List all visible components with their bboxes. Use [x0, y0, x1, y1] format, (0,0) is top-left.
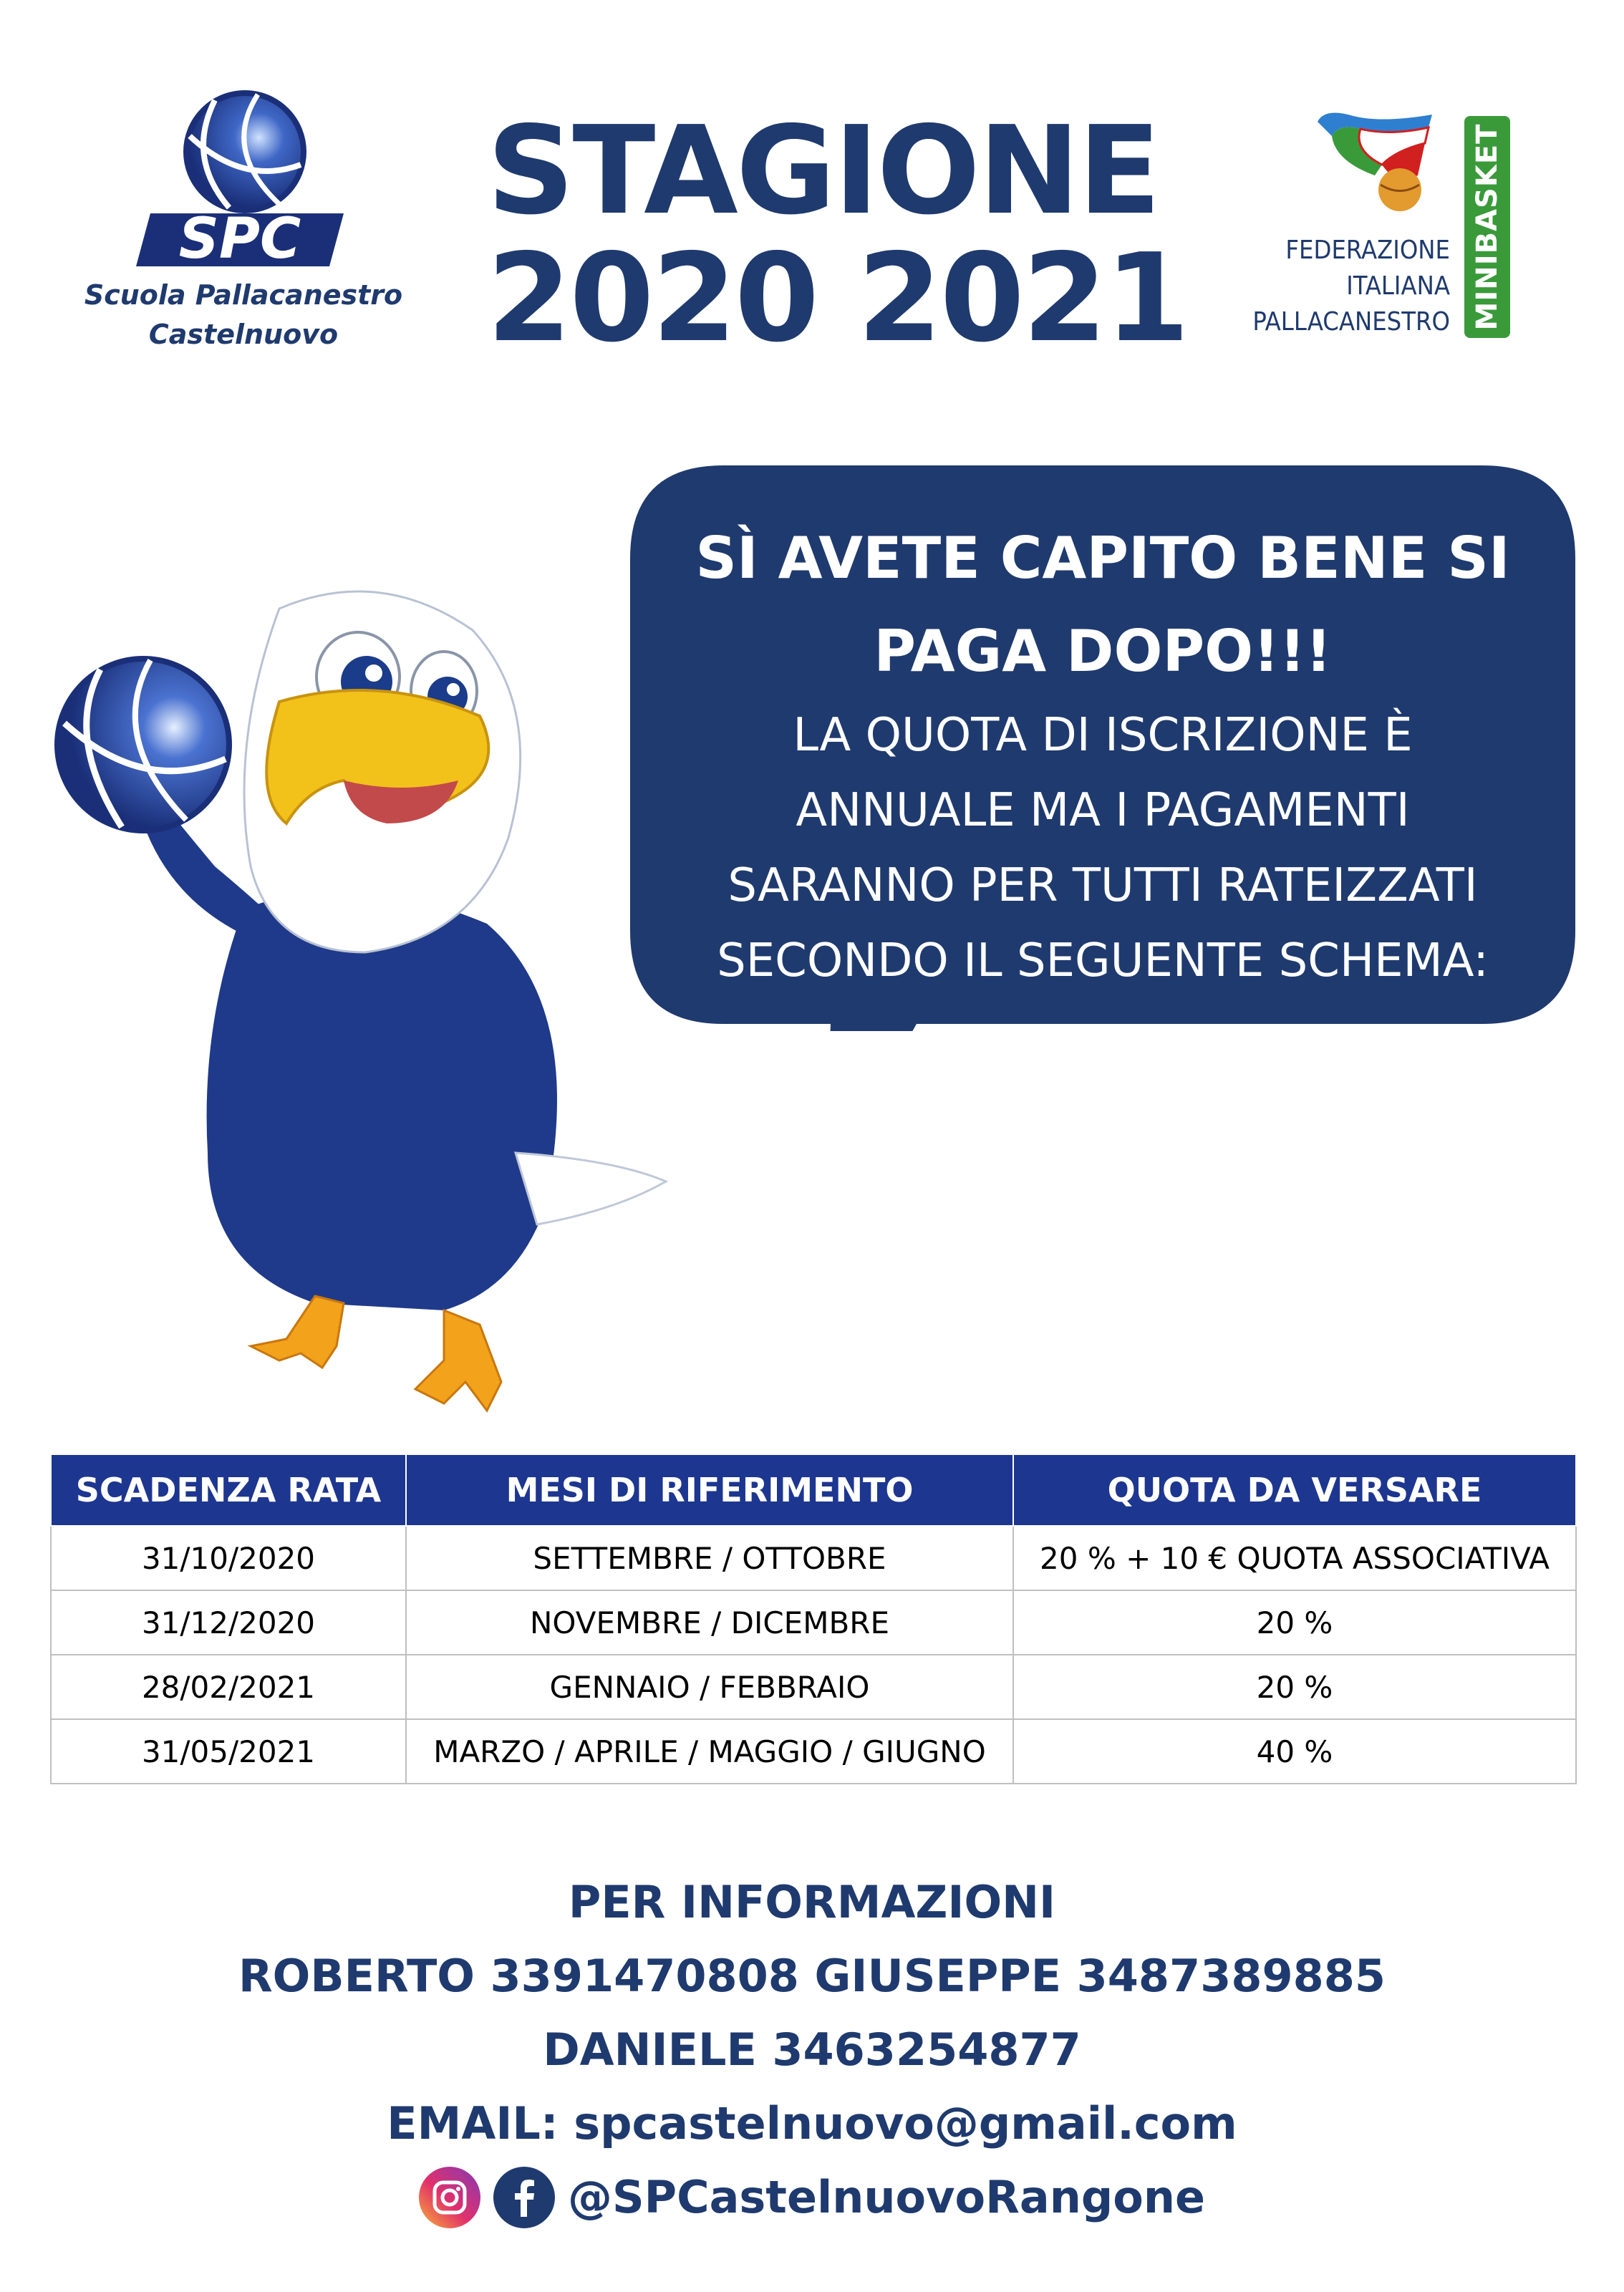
page-title: [487, 100, 1188, 369]
payment-schedule-table: [50, 1454, 1577, 1784]
cell-scadenza: 31/12/2020: [51, 1590, 406, 1655]
cell-mesi: MARZO / APRILE / MAGGIO / GIUGNO: [406, 1719, 1013, 1784]
facebook-icon[interactable]: [493, 2167, 555, 2228]
fip-text-line3: PALLACANESTRO: [1252, 307, 1450, 337]
header-quota: QUOTA DA VERSARE: [1013, 1454, 1576, 1526]
basketball-logo-icon: [43, 86, 444, 279]
speech-bubble: [630, 465, 1575, 1031]
header-mesi: MESI DI RIFERIMENTO: [406, 1454, 1013, 1526]
bubble-body-line4: SECONDO IL SEGUENTE SCHEMA:: [717, 934, 1489, 987]
minibasket-badge: [1464, 116, 1510, 338]
club-name-line1: Scuola Pallacanestro: [84, 279, 403, 311]
bubble-headline-line1: SÌ AVETE CAPITO BENE SI: [695, 525, 1510, 591]
contacts-email[interactable]: EMAIL: spcastelnuovo@gmail.com: [387, 2097, 1237, 2150]
cell-quota: 20 % + 10 € QUOTA ASSOCIATIVA: [1013, 1526, 1576, 1590]
table-row: [51, 1719, 1576, 1784]
cell-quota: 40 %: [1013, 1719, 1576, 1784]
instagram-icon[interactable]: [419, 2167, 480, 2228]
social-handle[interactable]: @SPCastelnuovoRangone: [567, 2171, 1206, 2223]
fip-minibasket-logo: [1246, 107, 1532, 351]
eagle-mascot-icon: [43, 566, 687, 1439]
title-line2: 2020 2021: [487, 228, 1188, 369]
table-row: [51, 1590, 1576, 1655]
cell-scadenza: 31/10/2020: [51, 1526, 406, 1590]
spc-wordmark: SPC: [178, 207, 301, 271]
contacts-heading: PER INFORMAZIONI: [568, 1876, 1056, 1928]
cell-mesi: NOVEMBRE / DICEMBRE: [406, 1590, 1013, 1655]
bubble-headline-line2: PAGA DOPO!!!: [874, 618, 1332, 685]
club-name-line2: Castelnuovo: [148, 319, 339, 350]
table-header-row: [51, 1454, 1576, 1526]
cell-mesi: GENNAIO / FEBBRAIO: [406, 1655, 1013, 1719]
contacts-phones-line1: ROBERTO 3391470808 GIUSEPPE 3487389885: [238, 1950, 1386, 2002]
contacts-section: [0, 1865, 1624, 2234]
bubble-body-line1: LA QUOTA DI ISCRIZIONE È: [793, 709, 1413, 762]
bubble-body-line2: ANNUALE MA I PAGAMENTI: [796, 784, 1410, 837]
fip-text-line1: FEDERAZIONE: [1285, 236, 1450, 265]
cell-scadenza: 31/05/2021: [51, 1719, 406, 1784]
cell-scadenza: 28/02/2021: [51, 1655, 406, 1719]
bubble-body-line3: SARANNO PER TUTTI RATEIZZATI: [728, 859, 1478, 912]
cell-mesi: SETTEMBRE / OTTOBRE: [406, 1526, 1013, 1590]
header-scadenza: SCADENZA RATA: [51, 1454, 406, 1526]
minibasket-label: MINIBASKET: [1471, 123, 1504, 331]
title-line1: STAGIONE: [487, 100, 1159, 242]
spc-logo: [43, 86, 444, 365]
contacts-phones-line2: DANIELE 3463254877: [543, 2023, 1081, 2076]
fip-emblem-icon: [1310, 107, 1454, 215]
cell-quota: 20 %: [1013, 1655, 1576, 1719]
fip-text-line2: ITALIANA: [1346, 271, 1450, 301]
table-row: [51, 1655, 1576, 1719]
social-row: [0, 2160, 1624, 2234]
cell-quota: 20 %: [1013, 1590, 1576, 1655]
table-row: [51, 1526, 1576, 1590]
